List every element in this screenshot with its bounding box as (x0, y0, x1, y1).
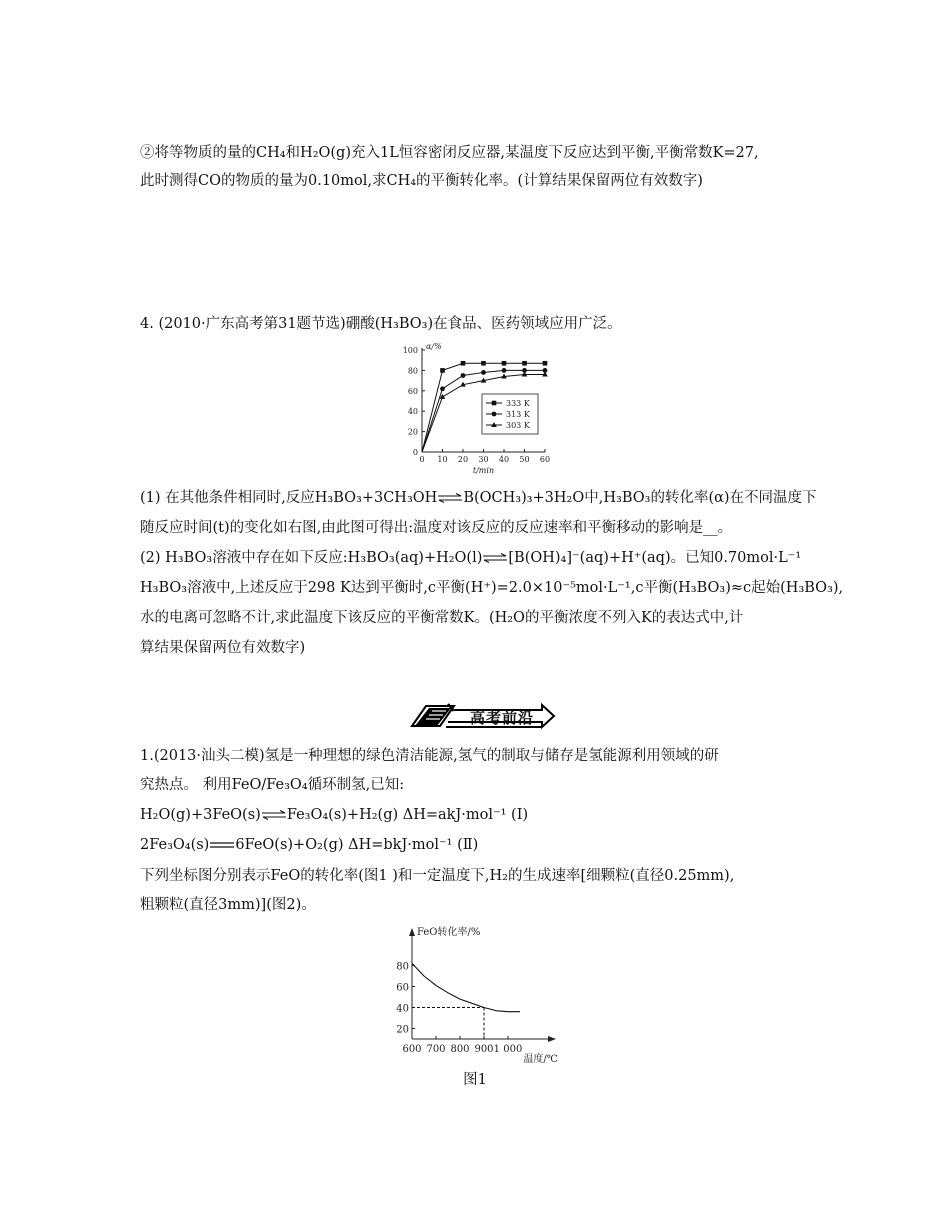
y-axis-arrow-icon (409, 928, 415, 936)
q4-part1-line-1 (140, 488, 817, 508)
y-tick-label: 100 (402, 346, 418, 355)
y-tick-label: 80 (407, 366, 418, 376)
frontier-line-1: 1.(2013·汕头二模)氢是一种理想的绿色清洁能源,氢气的制取与储存是氢能源利用领域的研 (140, 748, 719, 764)
x-tick-label: 1 000 (493, 1044, 523, 1055)
section-badge-label: 高考前沿 (470, 709, 535, 727)
q4-part1-line-2: 随反应时间(t)的变化如右图,由此图可得出:温度对该反应的反应速率和平衡移动的影响是__。 (140, 520, 733, 536)
equilibrium-arrow-icon (482, 553, 508, 563)
q4-part1-text-b: B(OCH₃)₃+3H₂O中,H₃BO₃的转化率(α)在不同温度下 (463, 490, 817, 506)
data-point-square (440, 368, 445, 373)
data-point-circle (461, 373, 466, 378)
data-point-square (522, 361, 527, 366)
q4-part2-line-2: H₃BO₃溶液中,上述反应于298 K达到平衡时,c平衡(H⁺)=2.0×10⁻⁵mol·L⁻¹,c平衡(H₃BO₃)≈c起始(H₃BO₃), (140, 580, 844, 596)
x-tick-label: 800 (450, 1044, 470, 1055)
data-point-square (502, 361, 507, 366)
y-tick-label: 20 (407, 427, 418, 437)
conversion-time-chart (390, 340, 565, 485)
y-tick-label: 80 (396, 961, 409, 973)
x-tick-label: 60 (539, 455, 551, 464)
x-tick-label: 900 (474, 1044, 494, 1055)
x-tick-label: 40 (498, 455, 510, 464)
y-tick-label: 40 (407, 407, 418, 417)
legend-label: 333 K (506, 399, 530, 408)
x-axis-arrow-icon (548, 1036, 556, 1042)
data-point-square (492, 401, 497, 406)
equilibrium-arrow-icon (261, 810, 287, 820)
x-axis-label: t/min (472, 466, 495, 475)
data-point-square (461, 361, 466, 366)
series-line (412, 963, 520, 1011)
x-tick-label: 10 (437, 455, 448, 464)
y-tick-label: 0 (412, 448, 418, 457)
q4-part2-line-1 (140, 548, 801, 568)
data-point-square (543, 361, 548, 366)
data-point-circle (502, 368, 507, 373)
y-axis-label: α/% (426, 342, 442, 351)
x-tick-label: 30 (478, 455, 489, 464)
x-tick-label: 0 (419, 455, 425, 464)
x-tick-label: 700 (426, 1044, 446, 1055)
data-point-square (481, 361, 486, 366)
data-point-circle (492, 412, 497, 417)
section-badge (408, 702, 556, 730)
data-point-circle (481, 370, 486, 375)
q4-part2-line-3: 水的电离可忽略不计,求此温度下该反应的平衡常数K。(H₂O的平衡浓度不列入K的表达式中,计 (140, 610, 744, 626)
frontier-equation-1 (140, 805, 528, 825)
y-tick-label: 60 (407, 386, 418, 396)
y-tick-label: 60 (396, 982, 409, 994)
frontier-line-2: 究热点。 利用FeO/Fe₃O₄循环制氢,已知: (140, 777, 405, 793)
frontier-line-6: 粗颗粒(直径3mm)](图2)。 (140, 897, 316, 913)
x-tick-label: 20 (457, 455, 469, 464)
frontier-line-5: 下列坐标图分别表示FeO的转化率(图1 )和一定温度下,H₂的生成速率[细颗粒(直径0.25mm), (140, 868, 735, 884)
y-axis-label: FeO转化率/% (417, 927, 481, 938)
frontier-equation-2 (140, 835, 478, 855)
y-tick-label: 40 (396, 1003, 409, 1015)
x-tick-label: 600 (402, 1044, 422, 1055)
q4-part2-text-a: (2) H₃BO₃溶液中存在如下反应:H₃BO₃(aq)+H₂O(l) (140, 550, 483, 566)
y-tick-label: 20 (396, 1024, 409, 1036)
q4-part2-text-b: [B(OH)₄]⁻(aq)+H⁺(aq)。已知0.70mol·L⁻¹ (508, 550, 802, 566)
reaction-equals-icon (209, 840, 235, 850)
eq1-reactants: H₂O(g)+3FeO(s) (140, 807, 261, 823)
legend-label: 303 K (506, 421, 530, 430)
x-tick-label: 50 (519, 455, 530, 464)
figure-caption: 图1 (463, 1072, 487, 1088)
data-point-circle (440, 386, 445, 391)
eq2-products: 6FeO(s)+O₂(g) ΔH=bkJ·mol⁻¹ (Ⅱ) (235, 837, 479, 853)
legend-label: 313 K (506, 410, 530, 419)
eq1-products: Fe₃O₄(s)+H₂(g) ΔH=akJ·mol⁻¹ (Ⅰ) (286, 807, 529, 823)
q4-part2-line-4: 算结果保留两位有效数字) (140, 640, 306, 656)
q4-heading: 4. (2010·广东高考第31题节选)硼酸(H₃BO₃)在食品、医药领域应用广泛。 (140, 316, 622, 332)
eq2-reactants: 2Fe₃O₄(s) (140, 837, 210, 853)
q2-line-1: ②将等物质的量的CH₄和H₂O(g)充入1L恒容密闭反应器,某温度下反应达到平衡,平衡常数K=27, (140, 145, 759, 161)
equilibrium-arrow-icon (437, 493, 463, 503)
x-axis-label: 温度/℃ (523, 1054, 558, 1065)
q2-line-2: 此时测得CO的物质的量为0.10mol,求CH₄的平衡转化率。(计算结果保留两位有效数字) (140, 173, 703, 189)
q4-part1-text-a: (1) 在其他条件相同时,反应H₃BO₃+3CH₃OH (140, 490, 438, 506)
feo-conversion-chart (390, 920, 570, 1065)
